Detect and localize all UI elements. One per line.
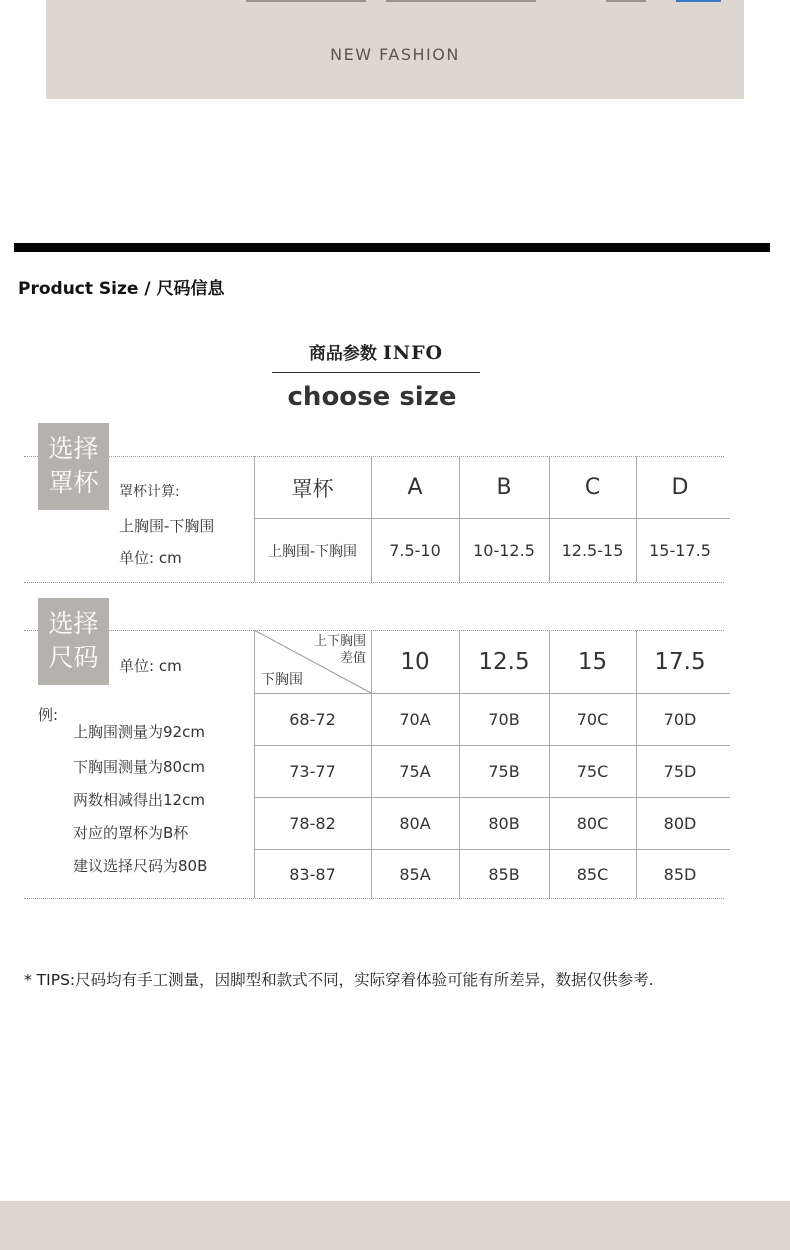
size-unit-note: 单位: cm [119,657,182,675]
footer-band [0,1201,790,1250]
size-cell: 80D [663,814,697,833]
size-cell: 70D [663,710,697,729]
example-line: 两数相减得出12cm [73,791,205,809]
heading-underline [272,372,480,373]
diff-header [300,633,366,667]
under-bust-range: 68-72 [289,710,336,729]
cup-range: 15-17.5 [649,541,711,560]
under-bust-range: 78-82 [289,814,336,833]
example-line: 建议选择尺码为80B [73,857,208,875]
choose-cup-tag [38,423,109,510]
size-cell: 75A [399,762,431,781]
under-bust-range: 83-87 [289,864,336,884]
cup-range: 10-12.5 [473,541,535,560]
size-cell: 80B [488,814,520,833]
size-cell: 85C [576,864,609,884]
info-heading [272,339,480,364]
diff-value: 10 [400,649,430,675]
cup-row-label: 上胸围-下胸围 [267,543,358,560]
info-heading-en: INFO [382,342,444,364]
banner-image-edge [676,0,721,2]
cup-note: 单位: cm [119,549,182,567]
size-cell: 85B [488,864,520,884]
cup-note: 罩杯计算: [119,484,180,500]
cup-note: 上胸围-下胸围 [119,517,215,535]
cup-header-label: 罩杯 [291,476,334,501]
cup-letter: A [407,475,423,500]
size-cell: 70A [399,710,431,729]
tag-line: 选择 [48,609,99,638]
cup-letter: D [671,475,689,500]
diff-value: 12.5 [478,649,530,675]
under-bust-range: 73-77 [289,762,336,781]
choose-size-tag [38,598,109,685]
banner-tagline: NEW FASHION [330,45,460,64]
example-line: 上胸围测量为92cm [73,723,205,741]
dotted-separator [24,898,724,899]
banner-image-edge [246,0,366,2]
info-heading-cn: 商品参数 [308,344,377,364]
diff-header-line: 上下胸围 [313,634,366,649]
cup-range: 7.5-10 [389,541,441,560]
tag-line: 选择 [48,434,99,463]
example-line: 下胸围测量为80cm [73,758,205,776]
size-cell: 70C [576,710,609,729]
size-cell: 80A [399,814,431,833]
size-cell: 75B [488,762,520,781]
size-cell: 85A [399,864,431,884]
size-cell: 80C [576,814,609,833]
choose-size-title: choose size [287,382,457,412]
section-title: Product Size / 尺码信息 [18,279,225,299]
tag-line: 罩杯 [48,468,99,497]
section-divider [14,243,770,252]
size-cell: 70B [488,710,520,729]
size-tips: * TIPS:尺码均有手工测量，因脚型和款式不同，实际穿着体验可能有所差异，数据仅供参考. [24,971,654,989]
dotted-separator [24,582,724,583]
tag-line: 尺码 [48,643,99,672]
cup-range: 12.5-15 [561,541,624,560]
under-bust-header: 下胸围 [261,672,303,688]
diff-header-line: 差值 [339,651,366,666]
size-cell: 85D [663,864,697,884]
cup-letter: B [496,475,512,500]
size-cell: 75C [576,762,609,781]
banner-image-edge [386,0,536,2]
banner-image-edge [606,0,646,2]
cup-letter: C [584,475,601,500]
example-label: 例: [38,706,59,724]
example-line: 对应的罩杯为B杯 [73,824,189,842]
diff-value: 17.5 [654,649,706,675]
diff-value: 15 [577,649,608,675]
size-cell: 75D [663,762,697,781]
top-banner [46,0,744,99]
